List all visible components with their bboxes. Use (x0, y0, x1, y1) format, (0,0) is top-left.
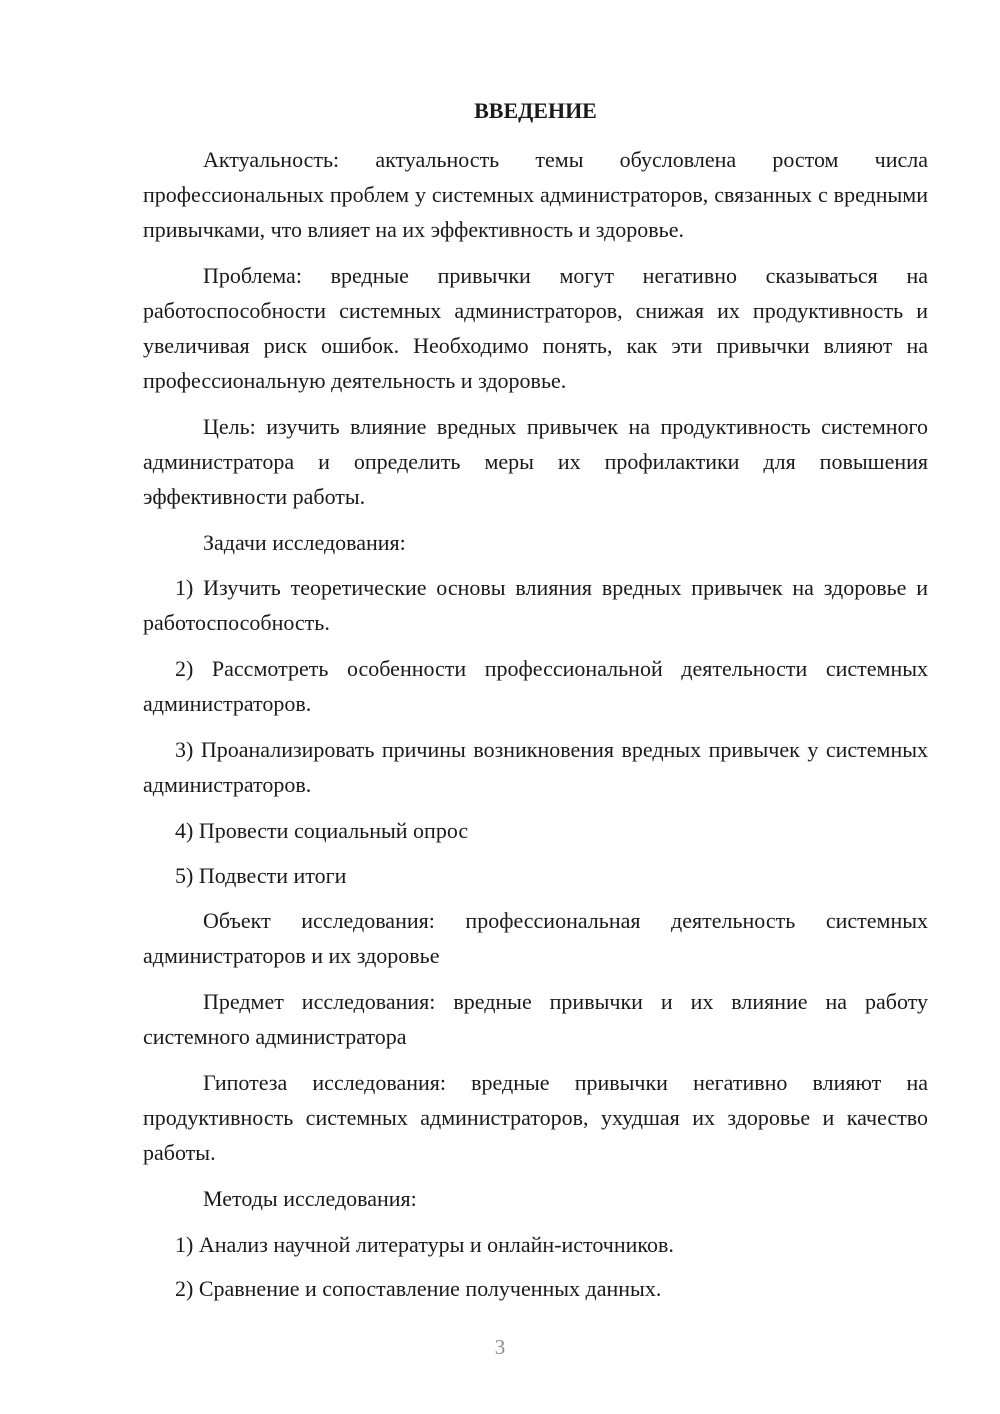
method-item-2: 2) Сравнение и сопоставление полученных данных. (175, 1276, 662, 1301)
goal-paragraph: Цель: изучить влияние вредных привычек на продуктивность системного администратора и определить меры их профилактики для повышения эффективности работы. (143, 414, 928, 509)
tasks-heading: Задачи исследования: (203, 530, 406, 555)
method-item-1: 1) Анализ научной литературы и онлайн-источников. (175, 1232, 674, 1257)
task-item-4: 4) Провести социальный опрос (175, 818, 469, 843)
problem-paragraph: Проблема: вредные привычки могут негативно сказываться на работоспособности системных администраторов, снижая их продуктивность и увеличивая риск ошибок. Необходимо понять, как эти привычки влияют на профессиональную деятельность и здоровье. (143, 263, 928, 393)
methods-heading: Методы исследования: (203, 1186, 417, 1211)
object-paragraph: Объект исследования: профессиональная деятельность системных администраторов и их здоровье (143, 908, 928, 968)
page-number: 3 (494, 1335, 506, 1359)
task-item-5: 5) Подвести итоги (175, 863, 347, 888)
page-title: ВВЕДЕНИЕ (474, 98, 597, 123)
hypothesis-paragraph: Гипотеза исследования: вредные привычки негативно влияют на продуктивность системных администраторов, ухудшая их здоровье и качество работы. (143, 1070, 928, 1165)
task-item-3: 3) Проанализировать причины возникновения вредных привычек у системных администраторов. (143, 737, 928, 797)
relevance-paragraph: Актуальность: актуальность темы обусловлена ростом числа профессиональных проблем у системных администраторов, связанных с вредными привычками, что влияет на их эффективность и здоровье. (143, 147, 928, 242)
task-item-1: 1) Изучить теоретические основы влияния вредных привычек на здоровье и работоспособность. (143, 575, 928, 635)
task-item-2: 2) Рассмотреть особенности профессиональной деятельности системных администраторов. (143, 656, 928, 716)
subject-paragraph: Предмет исследования: вредные привычки и их влияние на работу системного администратора (143, 989, 928, 1049)
